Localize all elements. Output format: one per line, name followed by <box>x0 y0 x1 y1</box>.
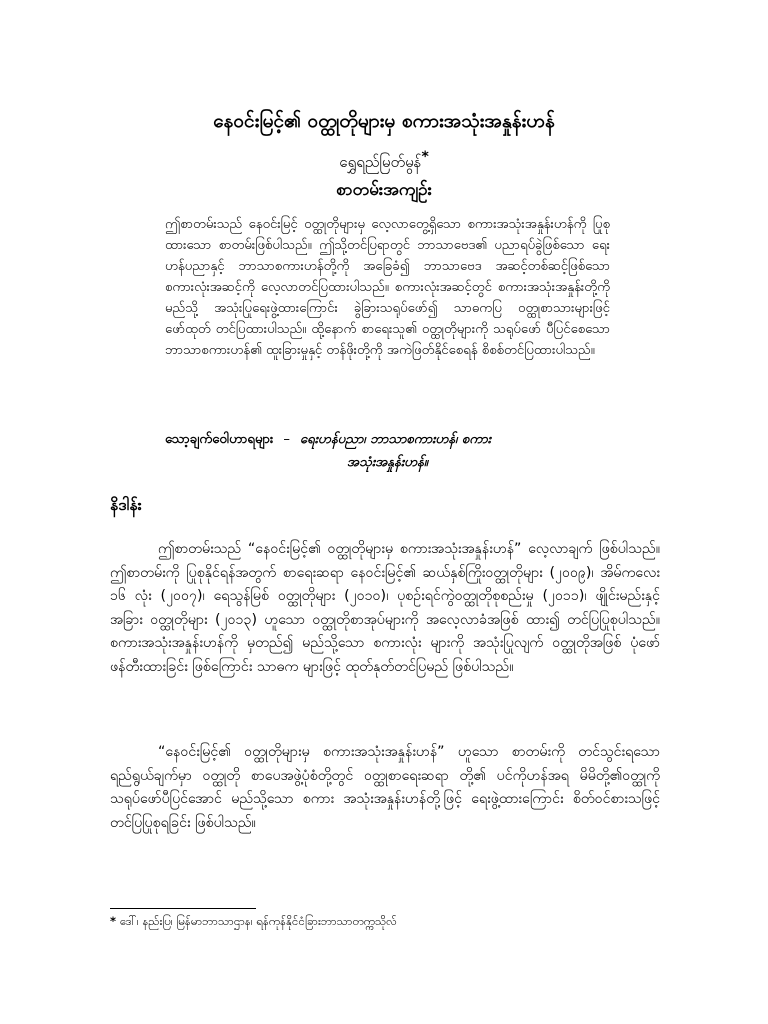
keywords-terms: ရေးဟန်ပညာ၊ ဘာသာစကားဟန်၊ စကား <box>299 432 492 447</box>
keywords-terms-continued: အသုံးအနှုန်းဟန်။ <box>346 455 429 470</box>
abstract-body: ဤစာတမ်းသည် နေဝင်းမြင့် ဝတ္ထုတိုများမှ လေ့လာတွေ့ရှိသော စကားအသုံးအနှုန်းဟန်ကို ပြုစုထားသော စာတမ်းဖြစ်ပါသည်။ ဤသို့တင်ပြရာတွင် ဘာသာဗေဒ၏ ပညာရပ်ခွဲဖြစ်သော ရေးဟန်ပညာနှင့် ဘာသာစကားဟန်တို့ကို အခြေခံ၍ ဘာသာဗေဒ အဆင့်တစ်ဆင့်ဖြစ်သော စကားလုံးအဆင့်ကို လေ့လာတင်ပြထားပါသည်။ စကားလုံးအဆင့်တွင် စကားအသုံးအနှုန်းတို့ကို မည်သို့ အသုံးပြုရေးဖွဲ့ထားကြောင်း ခွဲခြားသရုပ်ဖော်၍ သာဓကပြ ဝတ္ထုစာသားများဖြင့် ဖော်ထုတ် တင်ပြထားပါသည်။ ထို့နောက် စာရေးသူ၏ ဝတ္ထုတိုများကို သရုပ်ဖော် ပီပြင်စေသော ဘာသာစကားဟန်၏ ထူးခြားမှုနှင့် တန်ဖိုးတို့ကို အကဲဖြတ်နိုင်စေရန် စိစစ်တင်ပြထားပါသည်။ <box>165 217 610 358</box>
keywords <box>165 428 610 474</box>
footnote-mark: * <box>110 914 117 928</box>
introduction-paragraph-1: ဤစာတမ်းသည် “နေဝင်းမြင့်၏ ဝတ္ထုတိုများမှ စကားအသုံးအနှုန်းဟန်” လေ့လာချက် ဖြစ်ပါသည်။ ဤစာတမ်းကို ပြုစုနိုင်ရန်အတွက် စာရေးဆရာ နေဝင်းမြင့်၏ ဆယ်နှစ်ကြိုးဝတ္ထုတိုများ (၂၀၀၉)၊ အိမ်ကလေး ၁၆ လုံး (၂၀၀၇)၊ ရေသွန်မြစ် ဝတ္ထုတိုများ (၂၀၁၀)၊ ပုစဉ်းရင်ကွဲဝတ္ထုတိုစုစည်းမှု (၂၀၁၁)၊ ဖျိုင်းမည်းနှင့် အခြား ဝတ္ထုတိုများ (၂၀၁၃) ဟူသော ဝတ္ထုတိုစာအုပ်များကို အလေ့လာခံအဖြစ် ထား၍ တင်ပြပြုစုပါသည်။ စကားအသုံးအနှုန်းဟန်ကို မှတည်၍ မည်သို့သော စကားလုံး များကို အသုံးပြုလျက် ဝတ္ထုတိုအဖြစ် ပုံဖော်ဖန်တီးထားခြင်း ဖြစ်ကြောင်း သာဓက များဖြင့် ထုတ်နုတ်တင်ပြမည် ဖြစ်ပါသည်။ <box>110 541 660 675</box>
author-name: ရွှေရည်မြတ်မွန် <box>339 153 422 171</box>
abstract-heading: စာတမ်းအကျဉ်း <box>336 180 432 200</box>
footnote <box>110 912 670 930</box>
footnote-text: ဒေါ်၊ နည်းပြ၊ မြန်မာဘာသာဌာန၊ ရန်ကုန်နိုင်ငံခြားဘာသာတက္ကသိုလ် <box>120 914 397 928</box>
introduction-paragraph-2: “နေဝင်းမြင့်၏ ဝတ္ထုတိုများမှ စကားအသုံးအနှုန်းဟန်” ဟူသော စာတမ်းကို တင်သွင်းရသော ရည်ရွယ်ချက်မှာ ဝတ္ထုတို စာပေအဖွဲ့ပုံစံတို့တွင် ဝတ္ထုစာရေးဆရာ တို့၏ ပင်ကိုဟန်အရ မိမိတို့၏ဝတ္ထုကို သရုပ်ဖော်ပီပြင်အောင် မည်သို့သော စကား အသုံးအနှုန်းဟန်တို့ဖြင့် ရေးဖွဲ့ထားကြောင်း စိတ်ဝင်စားသဖြင့် တင်ပြပြုစုရခြင်း ဖြစ်ပါသည်။ <box>110 744 660 831</box>
keywords-dash: – <box>283 432 290 447</box>
keywords-label: သော့ချက်ဝေါဟာရများ <box>165 432 274 447</box>
author-line <box>200 144 568 175</box>
paper-title: နေဝင်းမြင့်၏ ဝတ္ထုတိုများမှ စကားအသုံးအနှုန်းဟန် <box>213 110 555 132</box>
section-heading-introduction: နိဒါန်း <box>110 495 142 514</box>
footnote-divider <box>110 908 256 909</box>
author-footnote-mark: * <box>421 149 429 165</box>
